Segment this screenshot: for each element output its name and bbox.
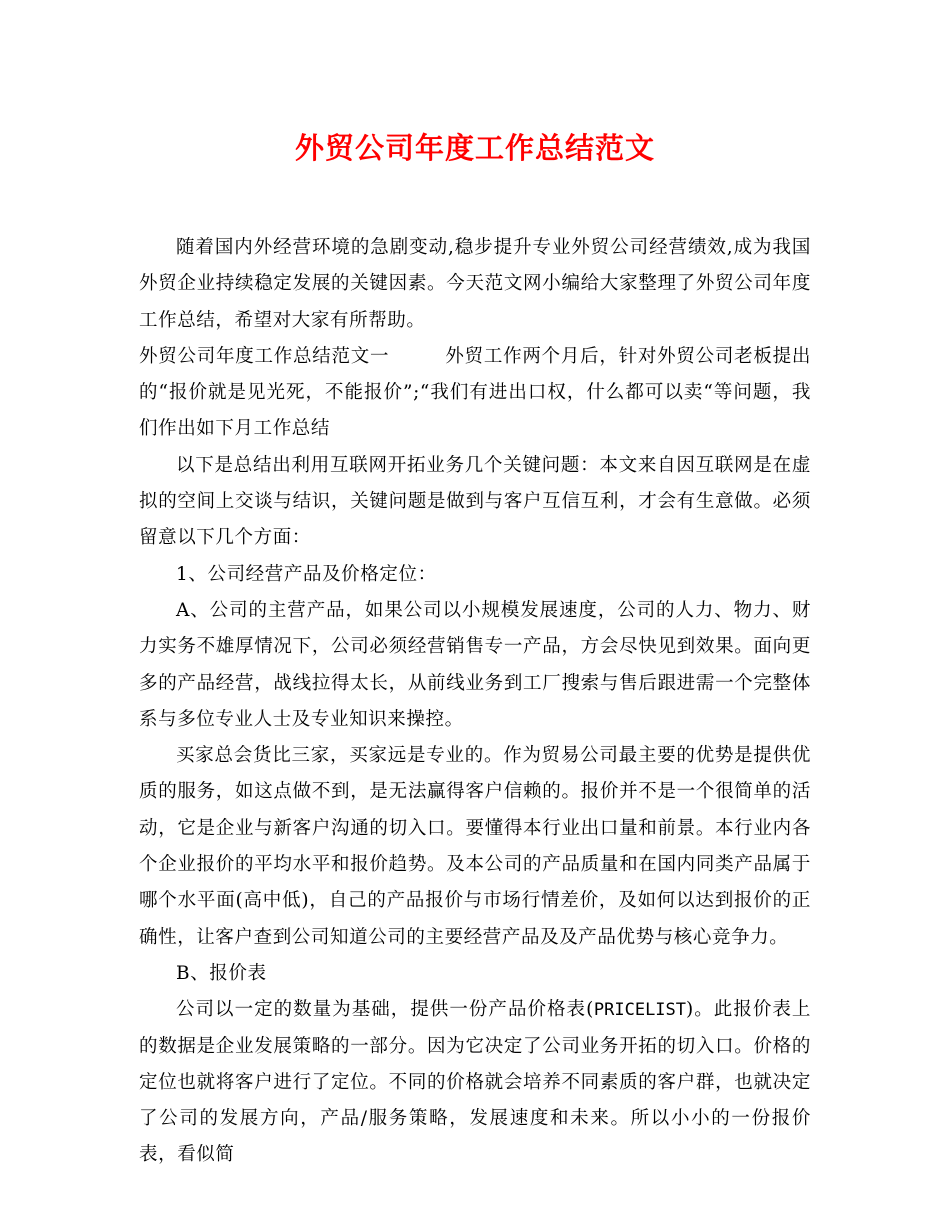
item-1-heading: 1、公司经营产品及价格定位： <box>176 563 437 585</box>
pricelist-paragraph <box>139 992 811 1173</box>
section-one-paragraph <box>139 339 811 448</box>
item-b-heading: B、报价表 <box>176 962 267 984</box>
section-one-heading: 外贸公司年度工作总结范文一 <box>139 345 390 367</box>
document-body <box>139 230 811 1174</box>
item-a-paragraph: A、公司的主营产品，如果公司以小规模发展速度，公司的人力、物力、财力实务不雄厚情况下，公司必须经营销售专一产品，方会尽快见到效果。面向更多的产品经营，战线拉得太长，从前线业务到工厂搜索与售后跟进需一个完整体系与多位专业人士及专业知识来操控。 <box>139 599 811 730</box>
document-title: 外贸公司年度工作总结范文 <box>294 131 655 165</box>
pricelist-text-after: )。此报价表上的数据是企业发展策略的一部分。因为它决定了公司业务开拓的切入口。价格的定位也就将客户进行了定位。不同的价格就会培养不同素质的客户群，也就决定了公司的发展方向，产品/服务策略，发展速度和未来。所以小小的一份报价表，看似简 <box>139 999 811 1166</box>
key-issues-paragraph: 以下是总结出利用互联网开拓业务几个关键问题：本文来自因互联网是在虚拟的空间上交谈与结识，关键问题是做到与客户互信互利，才会有生意做。必须留意以下几个方面： <box>139 454 811 549</box>
buyers-paragraph: 买家总会货比三家，买家远是专业的。作为贸易公司最主要的优势是提供优质的服务，如这点做不到，是无法赢得客户信赖的。报价并不是一个很简单的活动，它是企业与新客户沟通的切入口。要懂得本行业出口量和前景。本行业内各个企业报价的平均水平和报价趋势。及本公司的产品质量和在国内同类产品属于哪个水平面(高中低)，自己的产品报价与市场行情差价，及如何以达到报价的正确性，让客户查到公司知道公司的主要经营产品及及产品优势与核心竞争力。 <box>139 745 811 948</box>
section-one-text: 外贸工作两个月后，针对外贸公司老板提出的“报价就是见光死，不能报价”;“我们有进出口权，什么都可以卖“等问题，我们作出如下月工作总结 <box>139 345 811 440</box>
pricelist-text-before: 公司以一定的数量为基础，提供一份产品价格表( <box>176 999 594 1021</box>
intro-paragraph: 随着国内外经营环境的急剧变动,稳步提升专业外贸公司经营绩效,成为我国外贸企业持续稳定发展的关键因素。今天范文网小编给大家整理了外贸公司年度工作总结，希望对大家有所帮助。 <box>139 237 811 331</box>
pricelist-term: PRICELIST <box>593 1000 687 1021</box>
